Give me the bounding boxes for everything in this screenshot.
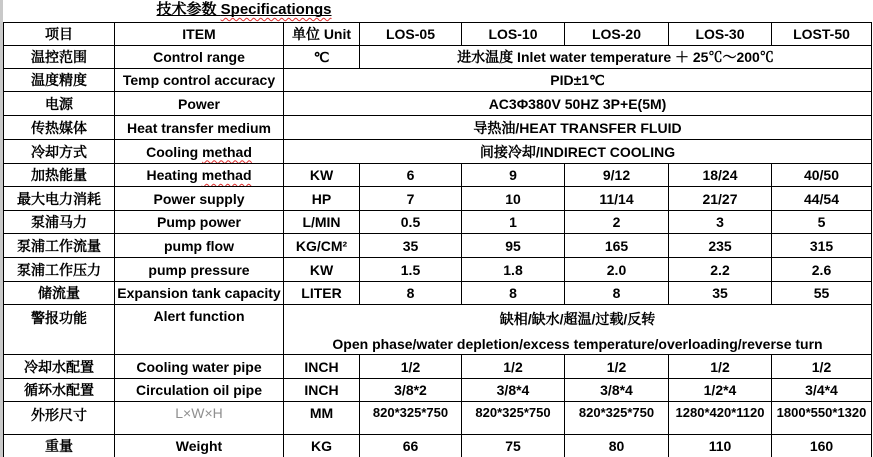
col-header-model-lost50: LOST-50 <box>772 23 872 46</box>
item-cn-cell: 温控范围 <box>4 46 115 69</box>
spec-row-pump-flow <box>4 234 872 258</box>
item-en-misspelled-word: methad <box>201 167 252 183</box>
item-en-cell <box>115 164 284 187</box>
value-cell: 10 <box>462 187 565 211</box>
value-cell: 2 <box>565 211 669 234</box>
value-cell: 8 <box>360 282 462 305</box>
page-title <box>3 0 485 22</box>
spec-row-dimensions <box>4 402 872 435</box>
item-en-cell: pump pressure <box>115 258 284 282</box>
value-cell: 1/2*4 <box>669 379 772 402</box>
spec-row-power-supply <box>4 187 872 211</box>
value-cell: 1/2 <box>772 355 872 379</box>
unit-cell: HP <box>284 187 360 211</box>
item-en-cell: Cooling water pipe <box>115 355 284 379</box>
item-cn-cell: 泵浦工作流量 <box>4 234 115 258</box>
spec-row-temp-accuracy <box>4 69 872 92</box>
page-title-en: Specificationgs <box>220 1 332 18</box>
item-en-cell: Expansion tank capacity <box>115 282 284 305</box>
item-cn-cell: 循环水配置 <box>4 379 115 402</box>
item-en-cell: Temp control accuracy <box>115 69 284 92</box>
unit-cell: L/MIN <box>284 211 360 234</box>
item-cn-cell: 警报功能 <box>4 305 115 355</box>
value-cell: 9/12 <box>565 164 669 187</box>
unit-cell: MM <box>284 402 360 435</box>
item-en-cell: Circulation oil pipe <box>115 379 284 402</box>
value-cell: 66 <box>360 435 462 457</box>
value-cell: 1/2 <box>669 355 772 379</box>
value-cell: 2.6 <box>772 258 872 282</box>
value-cell: 235 <box>669 234 772 258</box>
value-cell: 75 <box>462 435 565 457</box>
value-cell: 820*325*750 <box>565 402 669 435</box>
value-cell: 1.8 <box>462 258 565 282</box>
item-cn-cell: 加热能量 <box>4 164 115 187</box>
value-cell: 1 <box>462 211 565 234</box>
value-cell: 110 <box>669 435 772 457</box>
value-cell: 0.5 <box>360 211 462 234</box>
value-cell: 8 <box>462 282 565 305</box>
value-cell: 3/8*2 <box>360 379 462 402</box>
col-header-model-los05: LOS-05 <box>360 23 462 46</box>
spec-row-tank-capacity <box>4 282 872 305</box>
value-cell: 35 <box>360 234 462 258</box>
value-cell: 2.2 <box>669 258 772 282</box>
unit-cell: LITER <box>284 282 360 305</box>
value-cell: 160 <box>772 435 872 457</box>
unit-cell: INCH <box>284 355 360 379</box>
value-cell: 44/54 <box>772 187 872 211</box>
spec-row-alert-function <box>4 305 872 355</box>
item-cn-cell: 泵浦工作压力 <box>4 258 115 282</box>
item-en-text: Heating <box>146 167 202 183</box>
item-cn-cell: 外形尺寸 <box>4 402 115 435</box>
value-cell: 3 <box>669 211 772 234</box>
alert-functions-cn: 缺相/缺水/超温/过载/反转 <box>499 311 656 327</box>
value-cell: 40/50 <box>772 164 872 187</box>
value-cell: 6 <box>360 164 462 187</box>
spec-row-control-range <box>4 46 872 69</box>
value-cell: 3/4*4 <box>772 379 872 402</box>
merged-value-cell: AC3Φ380V 50HZ 3P+E(5M) <box>284 92 872 116</box>
item-en-cell: Power supply <box>115 187 284 211</box>
value-cell: 7 <box>360 187 462 211</box>
unit-cell: INCH <box>284 379 360 402</box>
value-cell: 1/2 <box>360 355 462 379</box>
specifications-table <box>3 22 872 457</box>
value-cell: 3/8*4 <box>565 379 669 402</box>
item-en-cell: pump flow <box>115 234 284 258</box>
value-cell: 820*325*750 <box>360 402 462 435</box>
col-header-model-los30: LOS-30 <box>669 23 772 46</box>
value-cell: 820*325*750 <box>462 402 565 435</box>
value-cell: 1/2 <box>462 355 565 379</box>
col-header-item-en: ITEM <box>115 23 284 46</box>
item-en-cell <box>115 140 284 164</box>
item-cn-cell: 重量 <box>4 435 115 457</box>
spec-row-power <box>4 92 872 116</box>
item-cn-cell: 冷却方式 <box>4 140 115 164</box>
value-cell: 1/2 <box>565 355 669 379</box>
item-cn-cell: 泵浦马力 <box>4 211 115 234</box>
spec-row-weight <box>4 435 872 457</box>
item-en-cell: Power <box>115 92 284 116</box>
value-cell: 2.0 <box>565 258 669 282</box>
spec-row-pump-pressure <box>4 258 872 282</box>
value-cell: 55 <box>772 282 872 305</box>
value-cell: 3/8*4 <box>462 379 565 402</box>
spec-row-circulation-oil-pipe <box>4 379 872 402</box>
merged-value-cell: PID±1℃ <box>284 69 872 92</box>
value-cell: 95 <box>462 234 565 258</box>
col-header-unit: 单位 Unit <box>284 23 360 46</box>
value-cell: 1.5 <box>360 258 462 282</box>
value-cell: 35 <box>669 282 772 305</box>
col-header-model-los10: LOS-10 <box>462 23 565 46</box>
merged-value-cell: 进水温度 Inlet water temperature ＋ 25℃～200℃ <box>360 46 872 69</box>
item-cn-cell: 温度精度 <box>4 69 115 92</box>
item-en-cell: Control range <box>115 46 284 69</box>
unit-cell: KG/CM² <box>284 234 360 258</box>
value-cell: 1280*420*1120 <box>669 402 772 435</box>
item-cn-cell: 电源 <box>4 92 115 116</box>
value-cell: 8 <box>565 282 669 305</box>
header-row <box>4 23 872 46</box>
value-cell: 1800*550*1320 <box>772 402 872 435</box>
merged-value-cell: 导热油/HEAT TRANSFER FLUID <box>284 116 872 140</box>
value-cell: 80 <box>565 435 669 457</box>
col-header-model-los20: LOS-20 <box>565 23 669 46</box>
item-cn-cell: 最大电力消耗 <box>4 187 115 211</box>
merged-value-cell <box>284 305 872 355</box>
value-cell: 9 <box>462 164 565 187</box>
value-cell: 11/14 <box>565 187 669 211</box>
value-cell: 18/24 <box>669 164 772 187</box>
page-title-cn: 技术参数 <box>156 1 221 18</box>
merged-value-cell: 间接冷却/INDIRECT COOLING <box>284 140 872 164</box>
spec-row-heat-transfer-medium <box>4 116 872 140</box>
value-cell: 315 <box>772 234 872 258</box>
item-en-cell: L×W×H <box>115 402 284 435</box>
unit-cell: ℃ <box>284 46 360 69</box>
item-en-text: Cooling <box>146 143 203 160</box>
spec-row-cooling-water-pipe <box>4 355 872 379</box>
item-cn-cell: 冷却水配置 <box>4 355 115 379</box>
item-en-cell: Pump power <box>115 211 284 234</box>
spec-row-heating-capacity <box>4 164 872 187</box>
item-en-cell: Alert function <box>115 305 284 355</box>
item-cn-cell: 储流量 <box>4 282 115 305</box>
item-en-cell: Heat transfer medium <box>115 116 284 140</box>
value-cell: 21/27 <box>669 187 772 211</box>
col-header-item-cn: 项目 <box>4 23 115 46</box>
alert-functions-en: Open phase/water depletion/excess temperature/overloading/reverse turn <box>332 336 823 352</box>
item-en-cell: Weight <box>115 435 284 457</box>
item-en-misspelled-word: methad <box>202 143 252 160</box>
unit-cell: KW <box>284 258 360 282</box>
unit-cell: KW <box>284 164 360 187</box>
value-cell: 5 <box>772 211 872 234</box>
spec-row-cooling-method <box>4 140 872 164</box>
value-cell: 165 <box>565 234 669 258</box>
item-cn-cell: 传热媒体 <box>4 116 115 140</box>
spec-row-pump-power <box>4 211 872 234</box>
unit-cell: KG <box>284 435 360 457</box>
